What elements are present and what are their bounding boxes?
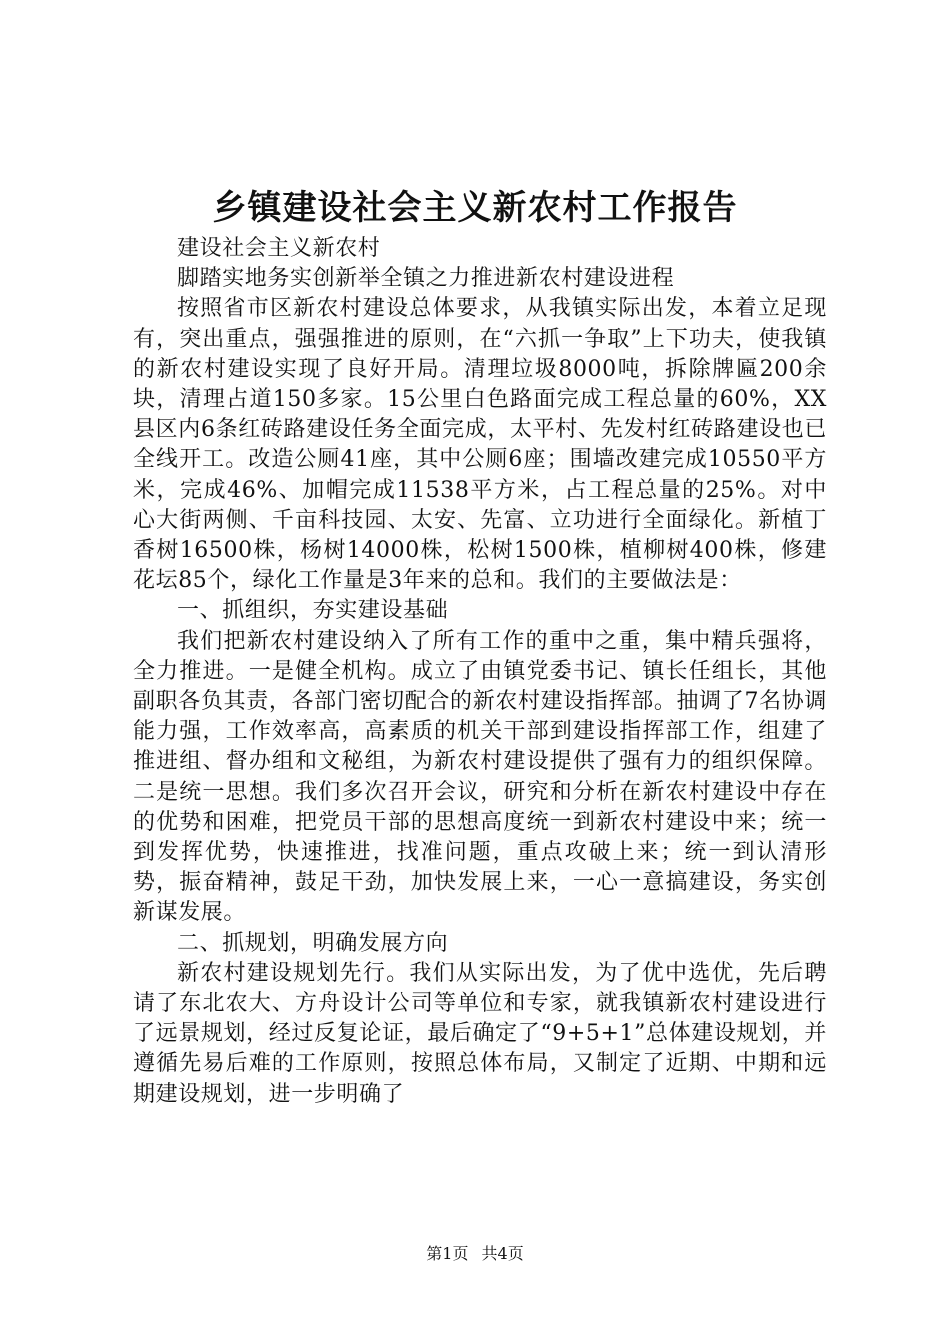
subtitle-line: 建设社会主义新农村 — [177, 236, 381, 261]
page-number: 第1页 — [426, 1244, 469, 1263]
section-heading: 一、抓组织，夯实建设基础 — [177, 598, 449, 624]
page-total: 共4页 — [481, 1244, 524, 1263]
paragraph: 按照省市区新农村建设总体要求，从我镇实际出发，本着立足现有，突出重点，强强推进的原则，在“六抓一争取”上下功夫，使我镇的新农村建设实现了良好开局。清理垃圾8000吨，拆除牌匾200余块，清理占道150多家。15公里白色路面完成工程总量的60%，XX县区内6条红砖路建设任务全面完成，太平村、先发村红砖路建设也已全线开工。改造公厕41座，其中公厕6座；围墙改建完成10550平方米，完成46%、加帽完成11538平方米，占工程总量的25%。对中心大街两侧、千亩科技园、太安、先富、立功进行全面绿化。新植丁香树16500株，杨树14000株，松树1500株，植柳树400株，修建花坛85个，绿化工作量是3年来的总和。我们的主要做法是： — [133, 296, 827, 594]
paragraph: 我们把新农村建设纳入了所有工作的重中之重，集中精兵强将，全力推进。一是健全机构。成立了由镇党委书记、镇长任组长，其他副职各负其责，各部门密切配合的新农村建设指挥部。抽调了7名协调能力强，工作效率高，高素质的机关干部到建设指挥部工作，组建了推进组、督办组和文秘组，为新农村建设提供了强有力的组织保障。二是统一思想。我们多次召开会议，研究和分析在新农村建设中存在的优势和困难，把党员干部的思想高度统一到新农村建设中来；统一到发挥优势，快速推进，找准问题，重点攻破上来；统一到认清形势，振奋精神，鼓足干劲，加快发展上来，一心一意搞建设，务实创新谋发展。 — [133, 628, 827, 926]
paragraph: 新农村建设规划先行。我们从实际出发，为了优中选优，先后聘请了东北农大、方舟设计公司等单位和专家，就我镇新农村建设进行了远景规划，经过反复论证，最后确定了“9+5+1”总体建设规划，并遵循先易后难的工作原则，按照总体布局，又制定了近期、中期和远期建设规划，进一步明确了 — [133, 960, 827, 1107]
section-heading: 二、抓规划，明确发展方向 — [177, 930, 449, 956]
page-footer — [0, 1244, 950, 1264]
document-body — [133, 234, 827, 1110]
subtitle-slogan: 脚踏实地务实创新举全镇之力推进新农村建设进程 — [177, 266, 675, 292]
document-title: 乡镇建设社会主义新农村工作报告 — [212, 188, 738, 228]
